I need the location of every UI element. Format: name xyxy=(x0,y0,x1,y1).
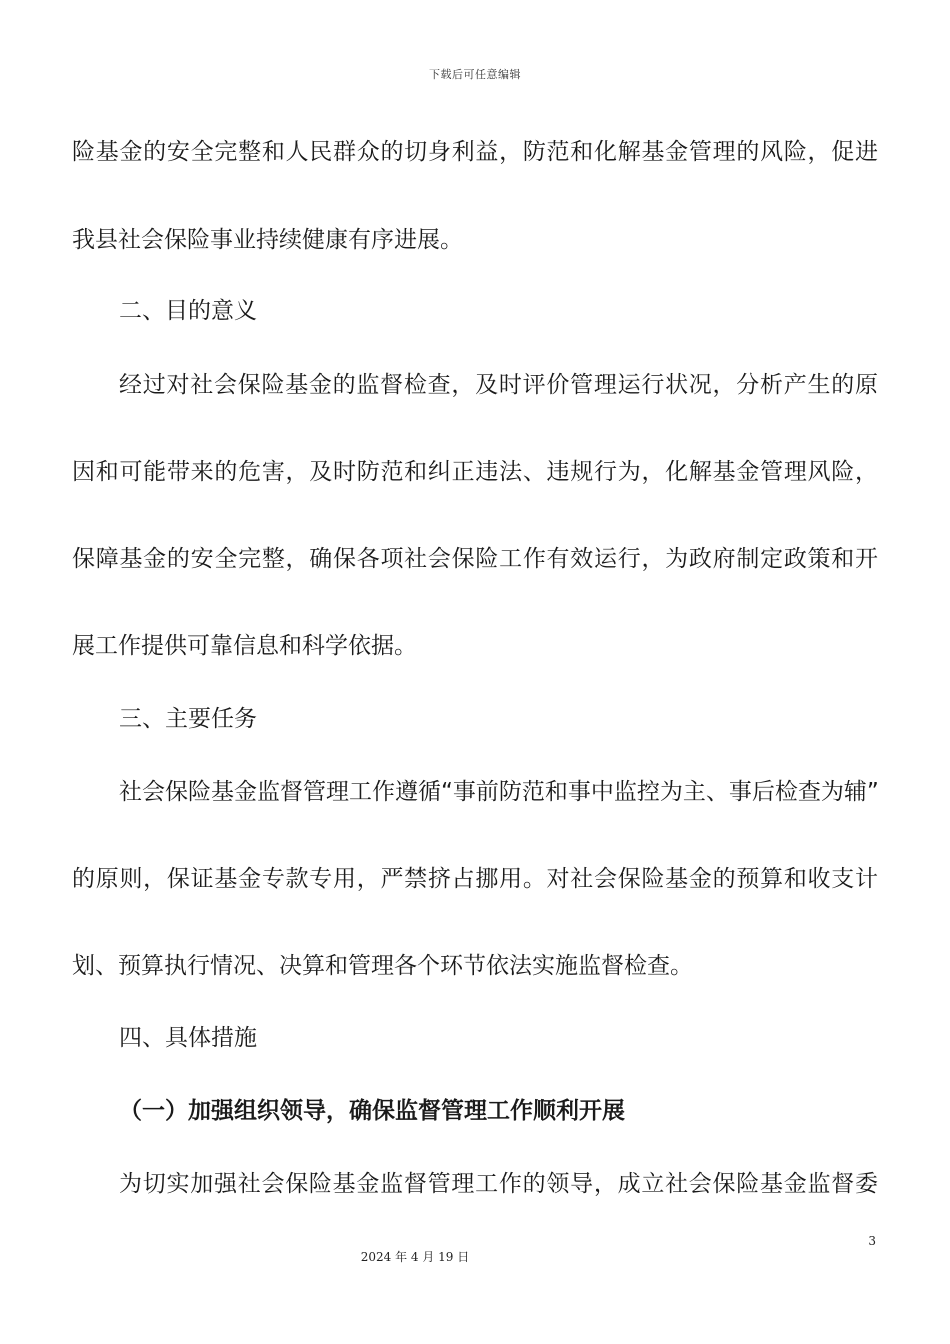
paragraph-line: 我县社会保险事业持续健康有序进展。 xyxy=(72,227,463,253)
paragraph-line: 的原则，保证基金专款专用，严禁挤占挪用。对社会保险基金的预算和收支计 xyxy=(72,866,878,892)
paragraph-line: 险基金的安全完整和人民群众的切身利益，防范和化解基金管理的风险，促进 xyxy=(72,139,878,165)
paragraph-line: 保障基金的安全完整，确保各项社会保险工作有效运行，为政府制定政策和开 xyxy=(72,546,878,572)
paragraph-line: 为切实加强社会保险基金监督管理工作的领导，成立社会保险基金监督委 xyxy=(119,1171,878,1197)
section-heading: 二、目的意义 xyxy=(119,298,257,324)
section-heading: 三、主要任务 xyxy=(119,706,257,732)
section-heading: 四、具体措施 xyxy=(119,1025,257,1051)
paragraph-line: 因和可能带来的危害，及时防范和纠正违法、违规行为，化解基金管理风险， xyxy=(72,459,878,485)
paragraph-line: 展工作提供可靠信息和科学依据。 xyxy=(72,633,417,659)
paragraph-line: 经过对社会保险基金的监督检查，及时评价管理运行状况，分析产生的原 xyxy=(119,372,878,398)
paragraph-line: 划、预算执行情况、决算和管理各个环节依法实施监督检查。 xyxy=(72,953,693,979)
header-note: 下载后可任意编辑 xyxy=(429,68,521,81)
paragraph-line: 社会保险基金监督管理工作遵循“事前防范和事中监控为主、事后检查为辅” xyxy=(119,779,879,805)
page-number: 3 xyxy=(868,1234,876,1248)
subsection-heading: （一）加强组织领导，确保监督管理工作顺利开展 xyxy=(119,1098,625,1124)
footer-date: 2024 年 4 月 19 日 xyxy=(360,1250,470,1264)
